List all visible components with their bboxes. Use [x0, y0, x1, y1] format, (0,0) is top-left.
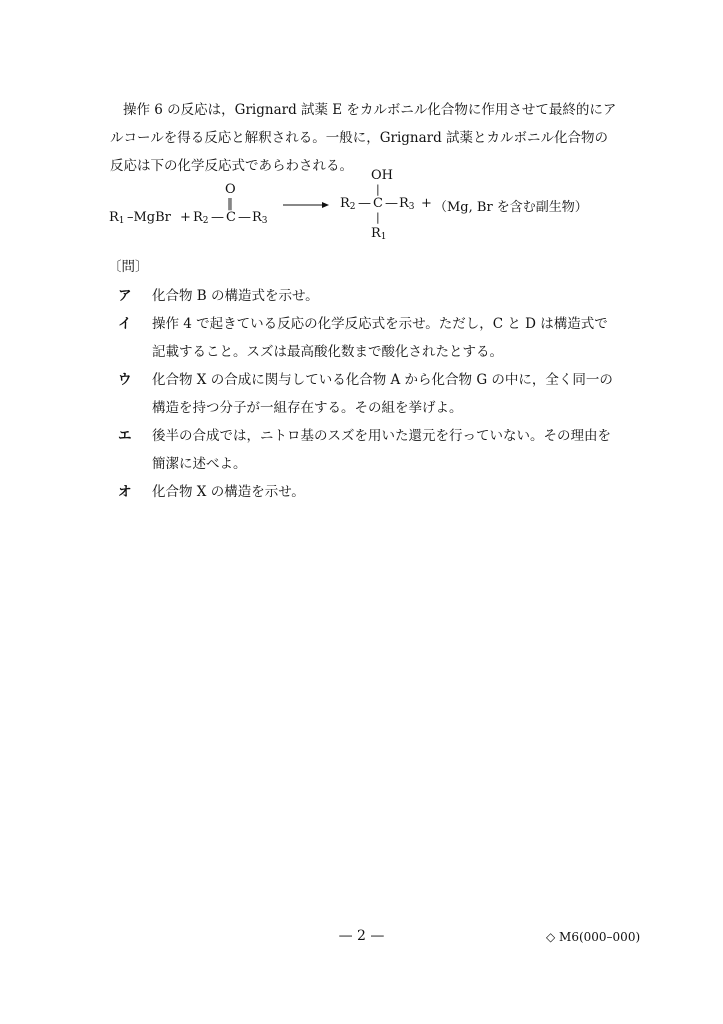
product-bond-1: —	[358, 196, 371, 211]
product-plus: +	[421, 196, 432, 211]
intro-line-1: 操作 6 の反応は，Grignard 試薬 E をカルボニル化合物に作用させて最終的にア	[123, 102, 617, 118]
reactant-double-bond: ‖	[227, 196, 233, 210]
question-line: 化合物 B の構造式を示せ。	[152, 288, 319, 304]
reactant-bond-2: —	[238, 210, 251, 225]
question-label: ウ	[118, 372, 132, 388]
product-carbon: C	[373, 196, 383, 211]
intro-line-2: ルコールを得る反応と解釈される。一般に，Grignard 試薬とカルボニル化合物の	[110, 130, 609, 146]
reactant-mgbr: –MgBr	[127, 210, 171, 225]
question-o	[118, 478, 638, 506]
question-line: 後半の合成では，ニトロ基のスズを用いた還元を行っていない。その理由を	[152, 428, 611, 444]
exam-code: ◇ M6(000–000)	[546, 930, 641, 944]
question-label: ア	[118, 288, 132, 304]
question-i	[118, 310, 638, 366]
reactant-r1: $R_1$	[109, 210, 125, 226]
product-bond-bottom: |	[376, 211, 380, 224]
product-bond-top: |	[376, 183, 380, 196]
question-header: 〔問〕	[108, 259, 149, 275]
reactant-carbon: C	[226, 210, 236, 225]
question-line: 操作 4 で起きている反応の化学反応式を示せ。ただし，C と D は構造式で	[152, 316, 608, 332]
page-number: — 2 —	[338, 928, 385, 944]
reactant-bond-1: —	[211, 210, 224, 225]
intro-line-3: 反応は下の化学反応式であらわされる。	[110, 158, 353, 174]
product-r1: $R_1$	[371, 226, 387, 242]
reactant-plus: +	[180, 210, 191, 225]
grignard-reaction-scheme	[0, 0, 723, 260]
reactant-oxygen: O	[225, 182, 236, 197]
reactant-r3: $R_3$	[252, 210, 268, 226]
question-u	[118, 366, 638, 422]
question-line: 構造を持つ分子が一組存在する。その組を挙げよ。	[152, 400, 463, 416]
product-hydroxyl: OH	[371, 168, 393, 183]
product-bond-2: —	[385, 196, 398, 211]
product-r2: $R_2$	[340, 196, 356, 212]
reaction-arrow-icon	[283, 200, 329, 210]
question-e	[118, 422, 638, 478]
byproduct-note: （Mg, Br を含む副生物）	[434, 200, 588, 215]
product-r3: $R_3$	[399, 196, 415, 212]
question-label: オ	[118, 484, 132, 500]
question-line: 簡潔に述べよ。	[152, 456, 247, 472]
question-line: 化合物 X の合成に関与している化合物 A から化合物 G の中に，全く同一の	[152, 372, 613, 388]
reactant-r2: $R_2$	[193, 210, 209, 226]
question-line: 化合物 X の構造を示せ。	[152, 484, 305, 500]
question-label: エ	[118, 428, 132, 444]
question-a	[118, 282, 638, 310]
question-line: 記載すること。スズは最高酸化数まで酸化されたとする。	[152, 344, 503, 360]
question-label: イ	[118, 316, 132, 332]
